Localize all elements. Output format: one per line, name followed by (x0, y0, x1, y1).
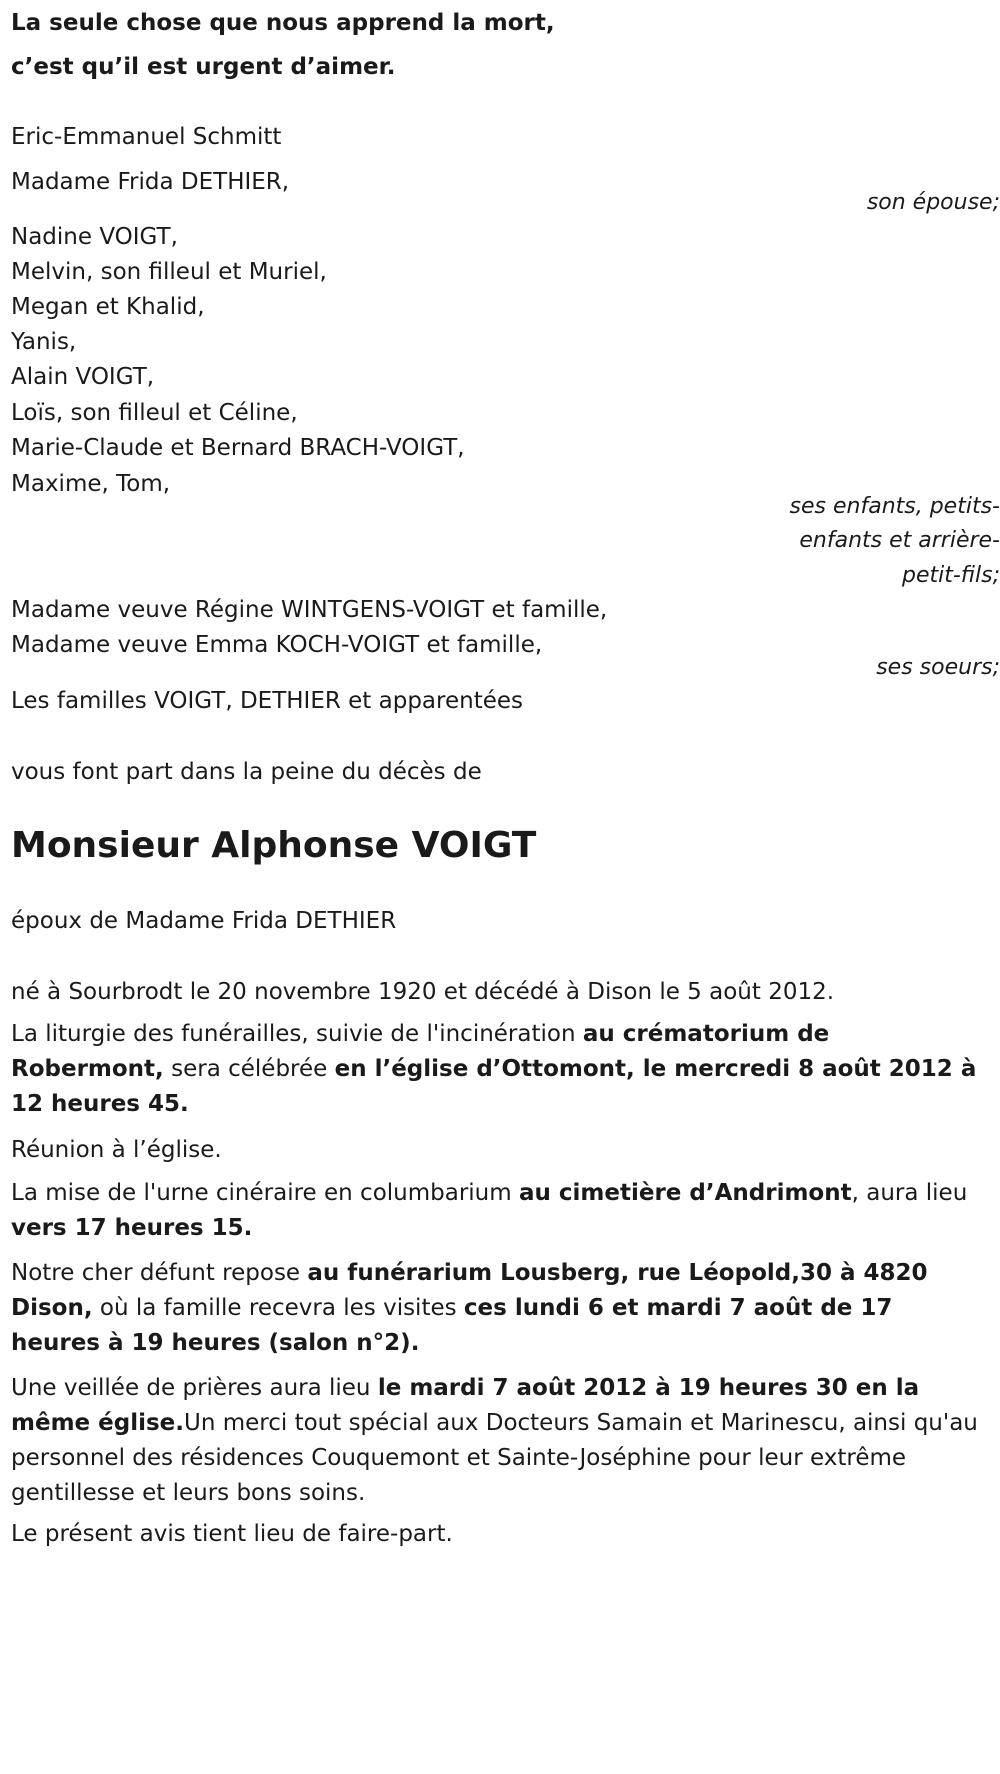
vigil-text-2: Un merci tout spécial aux Docteurs Samain et Marinescu, ainsi qu'au personnel des résidences Couquemont et Sainte-Joséphine pour leur extrême gentillesse et leurs bons soins. (11, 1410, 978, 1506)
rest-bold-2: ces lundi 6 et mardi 7 août de 17 heures à 19 heures (salon n°2). (11, 1295, 893, 1356)
birth-death-line: né à Sourbrodt le 20 novembre 1920 et décédé à Dison le 5 août 2012. (11, 979, 835, 1005)
families-line: Les familles VOIGT, DETHIER et apparentées (11, 688, 523, 714)
rest-text-1: Notre cher défunt repose (11, 1260, 308, 1286)
liturgy-bold-1: au crématorium de Robermont, (11, 1021, 830, 1082)
rest-bold-1: au funérarium Lousberg, rue Léopold,30 à 4820 Dison, (11, 1260, 928, 1321)
deceased-name: Monsieur Alphonse VOIGT (11, 825, 537, 866)
spouse-name: Madame Frida DETHIER, (11, 169, 290, 195)
urn-bold-1: au cimetière d’Andrimont (518, 1180, 852, 1206)
rest-text-2: où la famille recevra les visites (92, 1295, 464, 1321)
liturgy-text-1: La liturgie des funérailles, suivie de l'incinération (11, 1021, 583, 1047)
closing-line: Le présent avis tient lieu de faire-part. (11, 1521, 453, 1547)
announcement-line: vous font part dans la peine du décès de (11, 759, 482, 785)
spouse-of-line: époux de Madame Frida DETHIER (11, 908, 397, 934)
sisters-relation: ses soeurs; (876, 655, 1000, 680)
sister-name: Madame veuve Régine WINTGENS-VOIGT et famille, (11, 597, 608, 623)
vigil-paragraph (11, 1371, 981, 1511)
sister-name: Madame veuve Emma KOCH-VOIGT et famille, (11, 632, 543, 658)
child-name: Megan et Khalid, (11, 294, 205, 320)
urn-bold-2: vers 17 heures 15. (11, 1215, 253, 1241)
child-name: Marie-Claude et Bernard BRACH-VOIGT, (11, 435, 465, 461)
spouse-relation: son épouse; (866, 190, 1000, 215)
liturgy-paragraph (11, 1017, 981, 1122)
rest-paragraph (11, 1256, 981, 1361)
vigil-text-1: Une veillée de prières aura lieu (11, 1375, 378, 1401)
child-name: Nadine VOIGT, (11, 224, 178, 250)
child-name: Yanis, (11, 329, 77, 355)
children-relation-line-3: petit-fils; (901, 563, 1000, 588)
quote-author: Eric-Emmanuel Schmitt (11, 124, 282, 150)
quote-line-2: c’est qu’il est urgent d’aimer. (11, 54, 396, 80)
urn-text-2: , aura lieu (851, 1180, 968, 1206)
children-relation-line-2: enfants et arrière- (799, 528, 1000, 553)
liturgy-text-2: sera célébrée (163, 1056, 335, 1082)
child-name: Melvin, son filleul et Muriel, (11, 259, 327, 285)
child-name: Maxime, Tom, (11, 471, 171, 497)
liturgy-bold-2: en l’église d’Ottomont, le mercredi 8 août 2012 à 12 heures 45. (11, 1056, 977, 1117)
reunion-line: Réunion à l’église. (11, 1137, 222, 1163)
children-relation-line-1: ses enfants, petits- (789, 494, 1000, 519)
child-name: Alain VOIGT, (11, 364, 155, 390)
vigil-bold-1: le mardi 7 août 2012 à 19 heures 30 en la même église. (11, 1375, 920, 1436)
quote-line-1: La seule chose que nous apprend la mort, (11, 10, 555, 36)
child-name: Loïs, son filleul et Céline, (11, 400, 298, 426)
urn-paragraph (11, 1176, 981, 1246)
urn-text-1: La mise de l'urne cinéraire en columbarium (11, 1180, 519, 1206)
